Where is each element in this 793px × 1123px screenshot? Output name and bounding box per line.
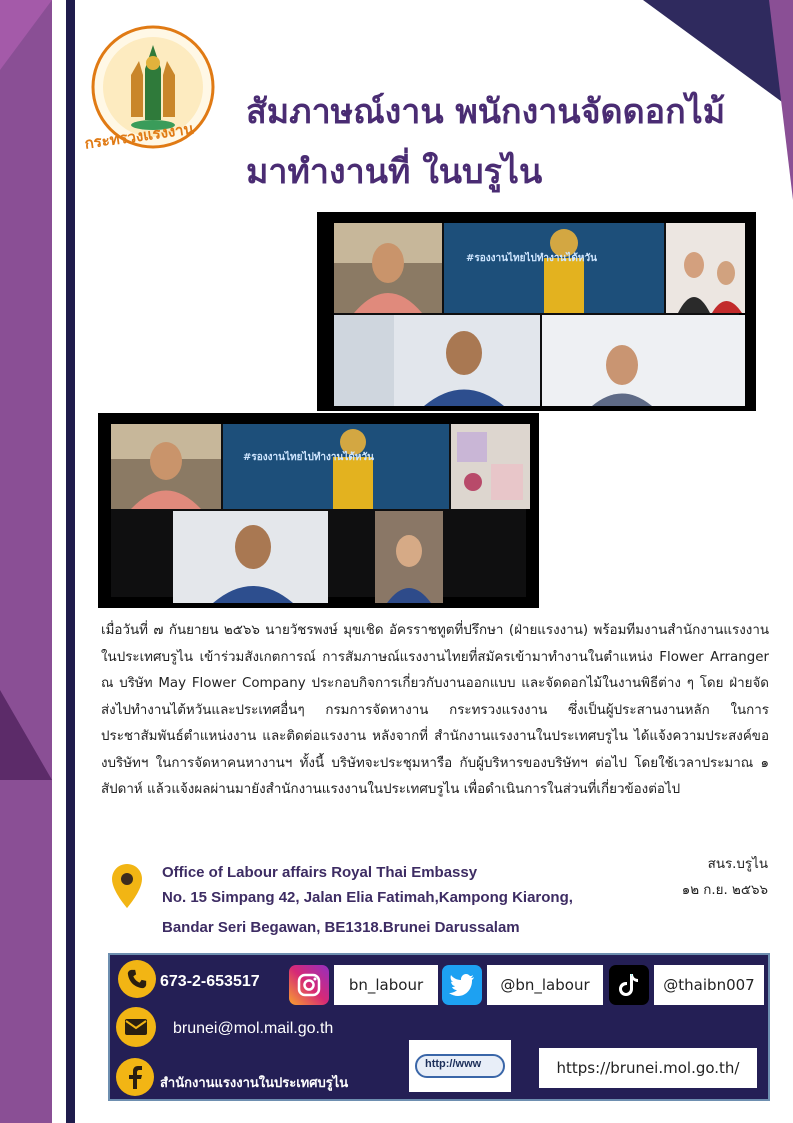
participant-tile-flowers: [451, 424, 530, 509]
participant-tile-candidate: [375, 511, 443, 603]
left-dark-triangle: [0, 690, 52, 780]
participant-tile-candidate-1: [666, 223, 745, 313]
signature-date: ๑๒ ก.ย. ๒๕๖๖: [681, 883, 768, 898]
left-navy-strip: [66, 0, 75, 1123]
participant-tile-officer: [111, 424, 221, 509]
tiktok-icon: [609, 965, 649, 1005]
participant-tile-candidate-2: [542, 315, 745, 406]
twitter-icon: [442, 965, 482, 1005]
meeting-photo-1: [317, 212, 756, 411]
mail-icon: [116, 1007, 156, 1047]
corner-triangle-top-left: [0, 0, 52, 70]
twitter-handle[interactable]: @bn_labour: [487, 965, 603, 1005]
title-line-1: สัมภาษณ์งาน พนักงานจัดดอกไม้: [246, 92, 726, 132]
video-call-grid: [111, 424, 526, 597]
instagram-icon: [289, 965, 329, 1005]
website-link[interactable]: https://brunei.mol.go.th/: [539, 1048, 757, 1088]
phone-icon: [118, 960, 156, 998]
tiktok-handle[interactable]: @thaibn007: [654, 965, 764, 1005]
instagram-handle[interactable]: bn_labour: [334, 965, 438, 1005]
right-purple-accent: [769, 0, 793, 200]
facebook-icon: [116, 1058, 154, 1096]
news-paragraph: เมื่อวันที่ ๗ กันยายน ๒๕๖๖ นายวัชรพงษ์ มุขเชิด อัครราชทูตที่ปรึกษา (ฝ่ายแรงงาน) พร้อมทีมงานสำนักงานแรงงานในประเทศบรูไน เข้าร่วมสังเกตการณ์ การสัมภาษณ์แรงงานไทยที่สมัครเข้ามาทำงานในตำแหน่ง Flower Arranger ณ บริษัท May Flower Company ประกอบกิจการเกี่ยวกับงานออกแบบ และจัดดอกไม้ในงานพิธีต่าง ๆ โดย ฝ่ายจัดส่งไปทำงานไต้หวันและประเทศอื่นๆ กรมการจัดหางาน กระทรวงแรงงาน ซึ่งเป็นผู้ประสานงานหลัก ในการประชาสัมพันธ์ตำแหน่งงาน และติดต่อแรงงาน หลังจากที่ สำนักงานแรงงานในประเทศบรูไน ได้แจ้งความประสงค์ของบริษัทฯ ในการจัดหาคนหางานฯ ทั้งนี้ บริษัทจะประชุมหารือ กับผู้บริหารของบริษัทฯ ต่อไป โดยใช้เวลาประมาณ ๑ สัปดาห์ แล้วแจ้งผลผ่านมายังสำนักงานแรงงานในประเทศบรูไน เพื่อดำเนินการในส่วนที่เกี่ยวข้องต่อไป: [101, 623, 769, 797]
title-line-2: มาทำงานที่ ในบรูไน: [246, 152, 543, 192]
location-pin-icon: [110, 862, 144, 910]
phone-number[interactable]: 673-2-653517: [160, 973, 260, 990]
left-purple-strip: [0, 0, 52, 1123]
participant-tile-officer: [334, 223, 442, 313]
address-line-2: No. 15 Simpang 42, Jalan Elia Fatimah,Kampong Kiarong,: [162, 889, 573, 906]
http-icon: [409, 1040, 511, 1092]
participant-tile-banner: [223, 424, 449, 509]
email-address[interactable]: brunei@mol.mail.go.th: [173, 1020, 334, 1037]
contact-panel: [108, 953, 770, 1101]
page-title: [246, 82, 766, 202]
facebook-page[interactable]: สำนักงานแรงงานในประเทศบรูไน: [160, 1075, 349, 1090]
participant-tile-interviewer: [334, 315, 540, 406]
signature-org: สนร.บรูไน: [707, 857, 768, 872]
logo-caption: กระทรวงแรงงาน: [83, 119, 195, 153]
participant-tile-interviewer: [173, 511, 328, 603]
video-call-grid: [334, 223, 739, 400]
banner-text: #รองงานไทยไปทำงานได้หวัน: [243, 452, 374, 463]
banner-text: #รองงานไทยไปทำงานได้หวัน: [466, 253, 597, 264]
address-line-1: Office of Labour affairs Royal Thai Embassy: [162, 864, 478, 881]
address-line-3: Bandar Seri Begawan, BE1318.Brunei Darussalam: [162, 919, 520, 936]
meeting-photo-2: [98, 413, 539, 608]
participant-tile-banner: [444, 223, 664, 313]
http-badge-text: http://www: [425, 1058, 482, 1070]
